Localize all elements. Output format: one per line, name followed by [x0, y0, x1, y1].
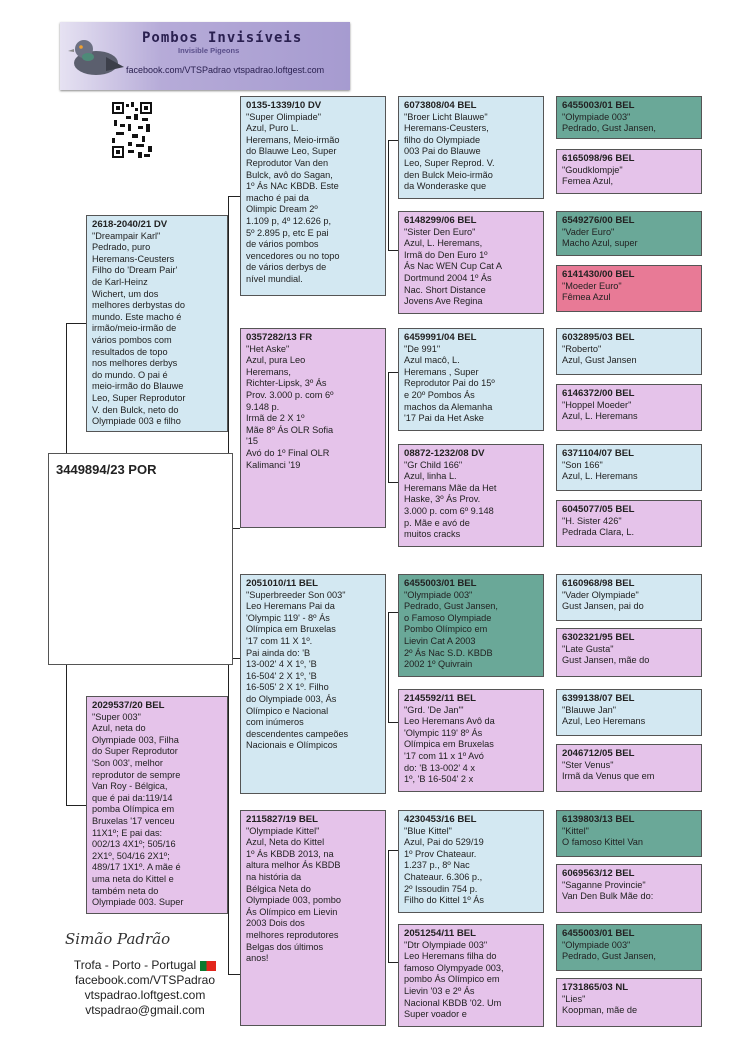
connector-line — [66, 323, 67, 453]
pedigree-name: "Gr Child 166" — [404, 459, 463, 470]
ancestor-box[interactable] — [556, 689, 702, 736]
pedigree-name: "Goudklompje" — [562, 164, 623, 175]
pedigree-name: "Super Olimpiade" — [246, 111, 321, 122]
pedigree-name: "Roberto" — [562, 343, 602, 354]
pedigree-name: "Ster Venus" — [562, 759, 614, 770]
banner-links[interactable]: facebook.com/VTSPadrao vtspadrao.loftgest.com — [126, 65, 325, 75]
great-grandparent-box[interactable] — [398, 444, 544, 547]
banner-subtitle: Invisible Pigeons — [178, 46, 240, 55]
pedigree-name: "De 991" — [404, 343, 441, 354]
pedigree-name: "Het Aske" — [246, 343, 290, 354]
sire-ring: 2618-2040/21 DV — [92, 219, 168, 230]
ancestor-box[interactable] — [556, 328, 702, 375]
pedigree-ring: 6455003/01 BEL — [562, 928, 635, 939]
pedigree-name: "Late Gusta" — [562, 643, 614, 654]
connector-line — [388, 722, 398, 723]
ancestor-box[interactable] — [556, 265, 702, 312]
connector-line — [66, 805, 86, 806]
pedigree-description: Azul macô, L. Heremans , Super Reprodutor Pai do 15º e 20º Pombos Ás machos da Alemanha '17 Pai da Het Aske — [404, 355, 495, 424]
pedigree-name: "Grd. 'De Jan'" — [404, 704, 464, 715]
pedigree-description: Pedrada Clara, L. — [562, 527, 635, 538]
ancestor-box[interactable] — [556, 628, 702, 677]
pedigree-name: "Broer Licht Blauwe" — [404, 111, 488, 122]
connector-line — [388, 140, 398, 141]
pedigree-name: "Olympiade 003" — [562, 939, 631, 950]
pedigree-description: Heremans-Ceusters, filho do Olympiade 003 Pai do Blauwe Leo, Super Reprod. V. den Bulck Meio-irmão da Wonderaske que — [404, 123, 495, 192]
ancestor-box[interactable] — [556, 924, 702, 971]
pedigree-description: Azul, Gust Jansen — [562, 355, 637, 366]
grandparent-box[interactable] — [240, 328, 386, 528]
pedigree-name: "Saganne Provincie" — [562, 879, 646, 890]
great-grandparent-box[interactable] — [398, 924, 544, 1027]
pedigree-name: "Son 166" — [562, 459, 603, 470]
connector-line — [388, 612, 389, 722]
great-grandparent-box[interactable] — [398, 211, 544, 314]
qr-code-icon[interactable] — [110, 100, 154, 160]
connector-line — [66, 323, 86, 324]
dam-box[interactable] — [86, 696, 228, 914]
pedigree-name: "Vader Olympiade" — [562, 589, 639, 600]
pedigree-ring: 6371104/07 BEL — [562, 448, 635, 459]
pedigree-name: "Sister Den Euro" — [404, 226, 476, 237]
pedigree-name: "Superbreeder Son 003" — [246, 589, 346, 600]
ancestor-box[interactable] — [556, 384, 702, 431]
connector-line — [388, 140, 389, 250]
pedigree-name: "Blue Kittel" — [404, 825, 452, 836]
ancestor-box[interactable] — [556, 574, 702, 621]
ancestor-box[interactable] — [556, 864, 702, 913]
portugal-flag-icon — [200, 961, 216, 971]
pedigree-ring: 6139803/13 BEL — [562, 814, 635, 825]
signature: Simão Padrão — [65, 930, 171, 948]
pedigree-ring: 1731865/03 NL — [562, 982, 629, 993]
pedigree-ring: 2051254/11 BEL — [404, 928, 477, 939]
pedigree-description: Gust Jansen, mãe do — [562, 655, 650, 666]
ancestor-box[interactable] — [556, 500, 702, 547]
footer-email[interactable]: vtspadrao@gmail.com — [85, 1003, 205, 1017]
pedigree-ring: 6399138/07 BEL — [562, 693, 635, 704]
subject-box[interactable] — [48, 453, 233, 665]
pedigree-ring: 6032895/03 BEL — [562, 332, 635, 343]
pedigree-name: "Olympiade Kittel" — [246, 825, 320, 836]
pedigree-ring: 0135-1339/10 DV — [246, 100, 322, 111]
connector-line — [388, 482, 398, 483]
pedigree-description: Leo Heremans Pai da 'Olympic 119' - 8º Ás Olímpica em Bruxelas '17 com 11 X 1º. Pai ainda do: 'B 13-002' 4 X 1º, 'B 16-504' 2 X 1º, 'B 16-505' 2 X 1º. Filho do Olympiade 003, Ás Olímpico e Nacional com inúmeros descendentes campeões Nacionais e Olímpicos — [246, 601, 349, 751]
pedigree-name: "Blauwe Jan" — [562, 704, 617, 715]
pedigree-description: Azul, L. Heremans — [562, 471, 638, 482]
pedigree-description: Pedrado, Gust Jansen, o Famoso Olympiade Pombo Olímpico em Lievin Cat A 2003 2º Ás Nac S.D. KBDB 2002 1º Quivrain — [404, 601, 498, 670]
pedigree-description: Azul, Neta do Kittel 1º Ás KBDB 2013, na altura melhor Ás KBDB na história da Bélgica Neta do Olympiade 003, pombo Ás Olímpico em Lievin 2003 Dois dos melhores reprodutores Belgas dos últimos anos! — [246, 837, 341, 964]
footer-location: Trofa - Porto - Portugal — [73, 958, 197, 972]
contact-footer — [55, 930, 235, 1018]
pedigree-description: Azul, pura Leo Heremans, Richter-Lipsk, 3º Ás Prov. 3.000 p. com 6º 9.148 p. Irmã de 2 X 1º Mãe 8º Ás OLR Sofia '15 Avó do 1º Final OLR Kalimanci '19 — [246, 355, 334, 470]
pedigree-description: Leo Heremans Avô da 'Olympic 119' 8º Ás Olímpica em Bruxelas '17 com 11 x 1º Avó do: 'B 13-002' 4 x 1º, 'B 16-504' 2 x — [404, 716, 495, 785]
pedigree-ring: 6141430/00 BEL — [562, 269, 635, 280]
grandparent-box[interactable] — [240, 574, 386, 794]
great-grandparent-box[interactable] — [398, 96, 544, 199]
pedigree-description: Macho Azul, super — [562, 238, 638, 249]
great-grandparent-box[interactable] — [398, 328, 544, 431]
dam-ring: 2029537/20 BEL — [92, 700, 165, 711]
connector-line — [388, 850, 389, 962]
pedigree-ring: 4230453/16 BEL — [404, 814, 477, 825]
pedigree-description: Fêmea Azul — [562, 292, 611, 303]
pedigree-description: Pedrado, Gust Jansen, — [562, 951, 656, 962]
footer-site[interactable]: vtspadrao.loftgest.com — [84, 988, 206, 1002]
pedigree-name: "Vader Euro" — [562, 226, 615, 237]
pedigree-description: Irmã da Venus que em — [562, 771, 655, 782]
connector-line — [388, 250, 398, 251]
pedigree-description: Leo Heremans filha do famoso Olympyade 003, pombo Ás Olímpico em Lievin '03 e 2º Ás Nacional KBDB '02. Um Super voador e — [404, 951, 504, 1020]
grandparent-box[interactable] — [240, 96, 386, 296]
pedigree-name: "H. Sister 426" — [562, 515, 622, 526]
pedigree-name: "Olympiade 003" — [562, 111, 631, 122]
pedigree-ring: 6069563/12 BEL — [562, 868, 635, 879]
subject-ring: 3449894/23 POR — [56, 462, 157, 477]
pedigree-description: Femea Azul, — [562, 176, 614, 187]
pedigree-name: "Kittel" — [562, 825, 589, 836]
pedigree-name: "Olympiade 003" — [404, 589, 473, 600]
dam-name: "Super 003" — [92, 711, 141, 722]
pedigree-ring: 2145592/11 BEL — [404, 693, 477, 704]
ancestor-box[interactable] — [556, 978, 702, 1027]
pedigree-ring: 2051010/11 BEL — [246, 578, 319, 589]
pedigree-ring: 08872-1232/08 DV — [404, 448, 485, 459]
connector-line — [228, 658, 229, 974]
pedigree-ring: 6549276/00 BEL — [562, 215, 635, 226]
sire-description: Pedrado, puro Heremans-Ceusters Filho do 'Dream Pair' de Karl-Heinz Wichert, um dos melhores derbystas do mundo. Este macho é irmão/meio-irmão de vários pombos com resultados de topo nos melhores derbys do mundo. O pai é meio-irmão do Blauwe Leo, Super Reprodutor V. den Bulck, neto do Olympiade 003 e filho — [92, 242, 186, 427]
pedigree-description: Pedrado, Gust Jansen, — [562, 123, 656, 134]
pedigree-ring: 2115827/19 BEL — [246, 814, 319, 825]
ancestor-box[interactable] — [556, 810, 702, 857]
sire-name: "Dreampair Karl" — [92, 230, 161, 241]
pedigree-name: "Moeder Euro" — [562, 280, 622, 291]
header-banner — [60, 22, 350, 90]
great-grandparent-box[interactable] — [398, 810, 544, 913]
sire-box[interactable] — [86, 215, 228, 432]
pedigree-description: Azul, linha L. Heremans Mãe da Het Haske, 3º Ás Prov. 3.000 p. com 6º 9.148 p. Mãe e avó de muitos cracks — [404, 471, 497, 540]
pedigree-description: Azul, Puro L. Heremans, Meio-irmão do Blauwe Leo, Super Reprodutor Van den Bulck, avô do Sagan, 1º Ás NAc KBDB. Este macho é pai da Olimpic Dream 2º 1.109 p, 4º 12.626 p, 5º 2.895 p, etc E pai de vários pombos vencedores ou no topo de vários derbys de nível mundial. — [246, 123, 340, 284]
banner-title: Pombos Invisíveis — [142, 30, 303, 46]
pedigree-description: Azul, L. Heremans — [562, 411, 638, 422]
footer-location-line — [55, 958, 235, 973]
pedigree-ring: 6073808/04 BEL — [404, 100, 477, 111]
pedigree-name: "Hoppel Moeder" — [562, 399, 632, 410]
pedigree-ring: 2046712/05 BEL — [562, 748, 635, 759]
pedigree-ring: 6455003/01 BEL — [562, 100, 635, 111]
pedigree-ring: 6045077/05 BEL — [562, 504, 635, 515]
connector-line — [388, 372, 389, 482]
pedigree-ring: 6302321/95 BEL — [562, 632, 635, 643]
pedigree-name: "Dtr Olympiade 003" — [404, 939, 488, 950]
pedigree-ring: 6459991/04 BEL — [404, 332, 477, 343]
ancestor-box[interactable] — [556, 444, 702, 491]
connector-line — [228, 196, 240, 197]
dam-description: Azul, neta do Olympiade 003, Filha do Super Reprodutor 'Son 003', melhor reprodutor de sempre Van Roy - Bélgica, que é pai da:119/14 pomba Olímpica em Bruxelas '17 venceu 11X1º; E pai das: 002/13 4X1º; 505/16 2X1º, 504/16 2X1º; 489/17 1X1º. A mãe é uma neta do Kittel e também neta do Olympiade 003. Super — [92, 723, 184, 908]
pedigree-description: Azul, Leo Heremans — [562, 716, 646, 727]
connector-line — [388, 372, 398, 373]
ancestor-box[interactable] — [556, 96, 702, 139]
pedigree-name: "Lies" — [562, 993, 586, 1004]
ancestor-box[interactable] — [556, 744, 702, 792]
pedigree-description: O famoso Kittel Van — [562, 837, 644, 848]
pigeon-logo-icon — [66, 27, 126, 85]
connector-line — [66, 665, 67, 805]
connector-line — [388, 850, 398, 851]
pedigree-ring: 6160968/98 BEL — [562, 578, 635, 589]
pedigree-description: Azul, Pai do 529/19 1º Prov Chateaur. 1.237 p., 8º Nac Chateaur. 6.306 p., 2º Issoudin 754 p. Filho do Kittel 1º Ás — [404, 837, 484, 906]
pedigree-description: Van Den Bulk Mãe do: — [562, 891, 654, 902]
connector-line — [388, 612, 398, 613]
pedigree-description: Azul, L. Heremans, Irmã do Den Euro 1º Ás Nac WEN Cup Cat A Dortmund 2004 1º Ás Nac. Short Distance Jovens Ave Regina — [404, 238, 503, 307]
pedigree-description: Gust Jansen, pai do — [562, 601, 644, 612]
connector-line — [388, 962, 398, 963]
pedigree-ring: 6165098/96 BEL — [562, 153, 635, 164]
footer-facebook[interactable]: facebook.com/VTSPadrao — [74, 973, 216, 987]
pedigree-ring: 0357282/13 FR — [246, 332, 313, 343]
grandparent-box[interactable] — [240, 810, 386, 1026]
pedigree-ring: 6148299/06 BEL — [404, 215, 477, 226]
ancestor-box[interactable] — [556, 211, 702, 256]
pedigree-ring: 6455003/01 BEL — [404, 578, 477, 589]
ancestor-box[interactable] — [556, 149, 702, 194]
great-grandparent-box[interactable] — [398, 689, 544, 792]
great-grandparent-box[interactable] — [398, 574, 544, 677]
pedigree-description: Koopman, mãe de — [562, 1005, 638, 1016]
pedigree-ring: 6146372/00 BEL — [562, 388, 635, 399]
